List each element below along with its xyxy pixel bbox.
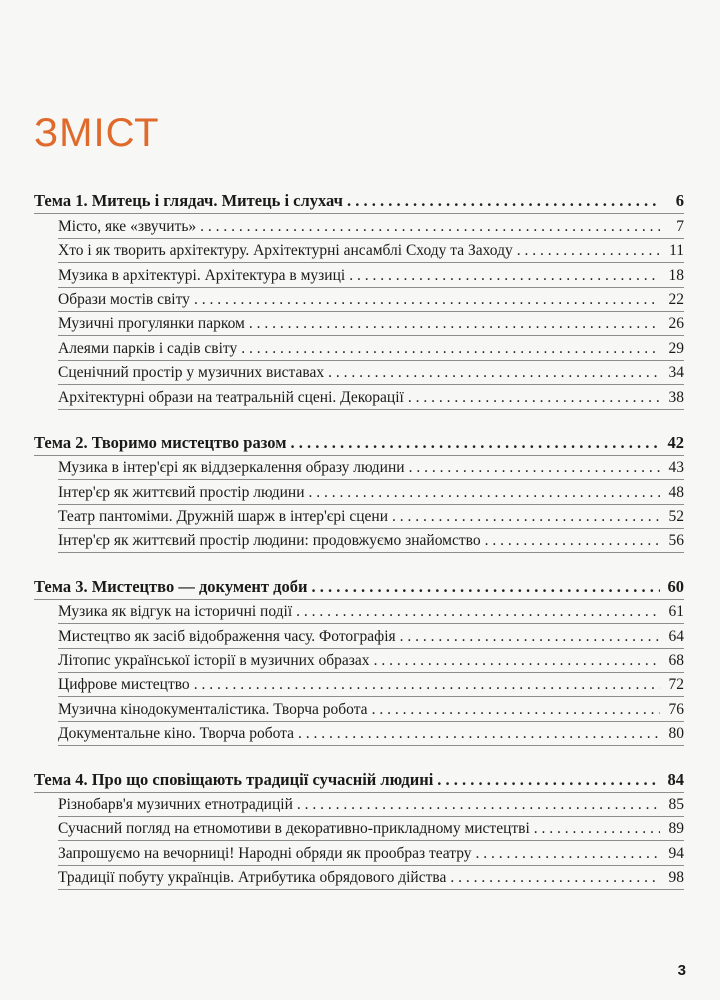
toc-heading-label: Тема 1. Митець і глядач. Митець і слухач xyxy=(34,191,343,211)
dot-leader xyxy=(194,676,660,696)
toc-entry[interactable] xyxy=(58,480,684,504)
toc-entry-label: Місто, яке «звучить» xyxy=(58,217,197,235)
dot-leader xyxy=(200,218,660,238)
toc-page-number: 64 xyxy=(668,627,684,645)
toc-entry-label: Документальне кіно. Творча робота xyxy=(58,725,294,743)
dot-leader xyxy=(400,628,660,648)
toc-entry-label: Традиції побуту українців. Атрибутика обрядового дійства xyxy=(58,869,447,887)
toc-page-number: 89 xyxy=(668,820,684,838)
toc-heading-label: Тема 3. Мистецтво — документ доби xyxy=(34,576,308,596)
dot-leader xyxy=(328,364,660,384)
toc-entry-label: Архітектурні образи на театральній сцені. Декорації xyxy=(58,388,404,406)
dot-leader xyxy=(374,652,660,672)
toc-page-number: 80 xyxy=(668,725,684,743)
toc-entry[interactable] xyxy=(58,697,684,721)
dot-leader xyxy=(309,484,660,504)
toc-entry[interactable] xyxy=(58,841,684,865)
toc-page-number: 76 xyxy=(668,700,684,718)
dot-leader xyxy=(372,701,660,721)
dot-leader xyxy=(408,389,660,409)
toc-entry-label: Сучасний погляд на етномотиви в декоративно-прикладному мистецтві xyxy=(58,820,530,838)
toc-heading[interactable] xyxy=(34,768,684,792)
dot-leader xyxy=(392,508,660,528)
toc-page-number: 60 xyxy=(667,576,684,596)
toc-page-number: 84 xyxy=(667,769,684,789)
toc-page-number: 18 xyxy=(668,266,684,284)
dot-leader xyxy=(517,242,660,262)
dot-leader xyxy=(347,191,660,213)
toc-entry[interactable] xyxy=(58,288,684,312)
toc-entry[interactable] xyxy=(58,600,684,624)
toc-page-number: 85 xyxy=(668,795,684,813)
toc-heading-label: Тема 2. Творимо мистецтво разом xyxy=(34,432,287,452)
toc-entry[interactable] xyxy=(58,529,684,553)
toc-heading[interactable] xyxy=(34,190,684,214)
toc-entry-label: Образи мостів світу xyxy=(58,290,190,308)
toc-entry-label: Музичні прогулянки парком xyxy=(58,315,245,333)
dot-leader xyxy=(409,459,660,479)
dot-leader xyxy=(249,315,660,335)
toc-entry-label: Цифрове мистецтво xyxy=(58,676,190,694)
dot-leader xyxy=(312,577,661,599)
toc-entry-label: Театр пантоміми. Дружній шарж в інтер'єрі сцени xyxy=(58,508,388,526)
toc-section-4 xyxy=(34,768,684,890)
toc-section-2 xyxy=(34,432,684,554)
toc-entry[interactable] xyxy=(58,239,684,263)
toc-page-number: 6 xyxy=(675,191,684,211)
dot-leader xyxy=(476,845,660,865)
toc-heading[interactable] xyxy=(34,575,684,599)
toc-page-number: 11 xyxy=(669,242,684,260)
toc-page-number: 34 xyxy=(668,364,684,382)
toc-entry-label: Різнобарв'я музичних етнотрадицій xyxy=(58,795,293,813)
dot-leader xyxy=(296,603,660,623)
dot-leader xyxy=(297,796,660,816)
toc-entry[interactable] xyxy=(58,649,684,673)
table-of-contents xyxy=(34,190,684,892)
toc-entry-label: Інтер'єр як життєвий простір людини: продовжуємо знайомство xyxy=(58,532,481,550)
toc-entry[interactable] xyxy=(58,385,684,409)
toc-page-number: 29 xyxy=(668,339,684,357)
toc-entry[interactable] xyxy=(58,722,684,746)
toc-entry[interactable] xyxy=(58,505,684,529)
toc-entry-label: Запрошуємо на вечорниці! Народні обряди як прообраз театру xyxy=(58,844,472,862)
dot-leader xyxy=(298,725,660,745)
toc-entry[interactable] xyxy=(58,312,684,336)
toc-heading[interactable] xyxy=(34,432,684,456)
toc-entry-label: Хто і як творить архітектуру. Архітектурні ансамблі Сходу та Заходу xyxy=(58,242,513,260)
toc-page-number: 26 xyxy=(668,315,684,333)
dot-leader xyxy=(194,291,660,311)
toc-page-number: 38 xyxy=(668,388,684,406)
toc-entry-label: Сценічний простір у музичних виставах xyxy=(58,364,325,382)
toc-page-number: 98 xyxy=(668,869,684,887)
toc-entry[interactable] xyxy=(58,214,684,238)
dot-leader xyxy=(437,770,660,792)
toc-page-number: 61 xyxy=(668,603,684,621)
toc-entry[interactable] xyxy=(58,263,684,287)
toc-section-3 xyxy=(34,575,684,746)
toc-page-number: 43 xyxy=(668,459,684,477)
toc-page-number: 72 xyxy=(668,676,684,694)
toc-entry-label: Музика як відгук на історичні події xyxy=(58,603,293,621)
toc-entry[interactable] xyxy=(58,361,684,385)
dot-leader xyxy=(534,820,660,840)
toc-entry-label: Інтер'єр як життєвий простір людини xyxy=(58,483,305,501)
toc-page-number: 48 xyxy=(668,483,684,501)
toc-entry-label: Мистецтво як засіб відображення часу. Фотографія xyxy=(58,627,396,645)
dot-leader xyxy=(450,869,660,889)
dot-leader xyxy=(241,340,660,360)
toc-heading-label: Тема 4. Про що сповіщають традиції сучасній людині xyxy=(34,769,434,789)
dot-leader xyxy=(485,532,660,552)
dot-leader xyxy=(290,433,660,455)
toc-page-number: 42 xyxy=(667,432,684,452)
toc-page-number: 94 xyxy=(668,844,684,862)
toc-page-number: 22 xyxy=(668,290,684,308)
toc-page-number: 68 xyxy=(668,652,684,670)
toc-entry[interactable] xyxy=(58,866,684,890)
dot-leader xyxy=(349,267,660,287)
toc-page-number: 52 xyxy=(668,508,684,526)
page-title: ЗМІСТ xyxy=(34,110,160,155)
toc-entry[interactable] xyxy=(58,673,684,697)
toc-entry-label: Музика в архітектурі. Архітектура в музиці xyxy=(58,266,346,284)
toc-entry-label: Літопис української історії в музичних образах xyxy=(58,652,370,670)
toc-entry[interactable] xyxy=(58,817,684,841)
toc-section-1 xyxy=(34,190,684,410)
toc-entry[interactable] xyxy=(58,793,684,817)
toc-page-number: 56 xyxy=(668,532,684,550)
toc-entry[interactable] xyxy=(58,624,684,648)
toc-entry[interactable] xyxy=(58,336,684,360)
toc-entry-label: Алеями парків і садів світу xyxy=(58,339,238,357)
toc-entry-label: Музична кінодокументалістика. Творча робота xyxy=(58,700,368,718)
toc-page-number: 7 xyxy=(676,217,684,235)
toc-entry[interactable] xyxy=(58,456,684,480)
page-number: 3 xyxy=(677,962,686,979)
toc-entry-label: Музика в інтер'єрі як віддзеркалення образу людини xyxy=(58,459,405,477)
